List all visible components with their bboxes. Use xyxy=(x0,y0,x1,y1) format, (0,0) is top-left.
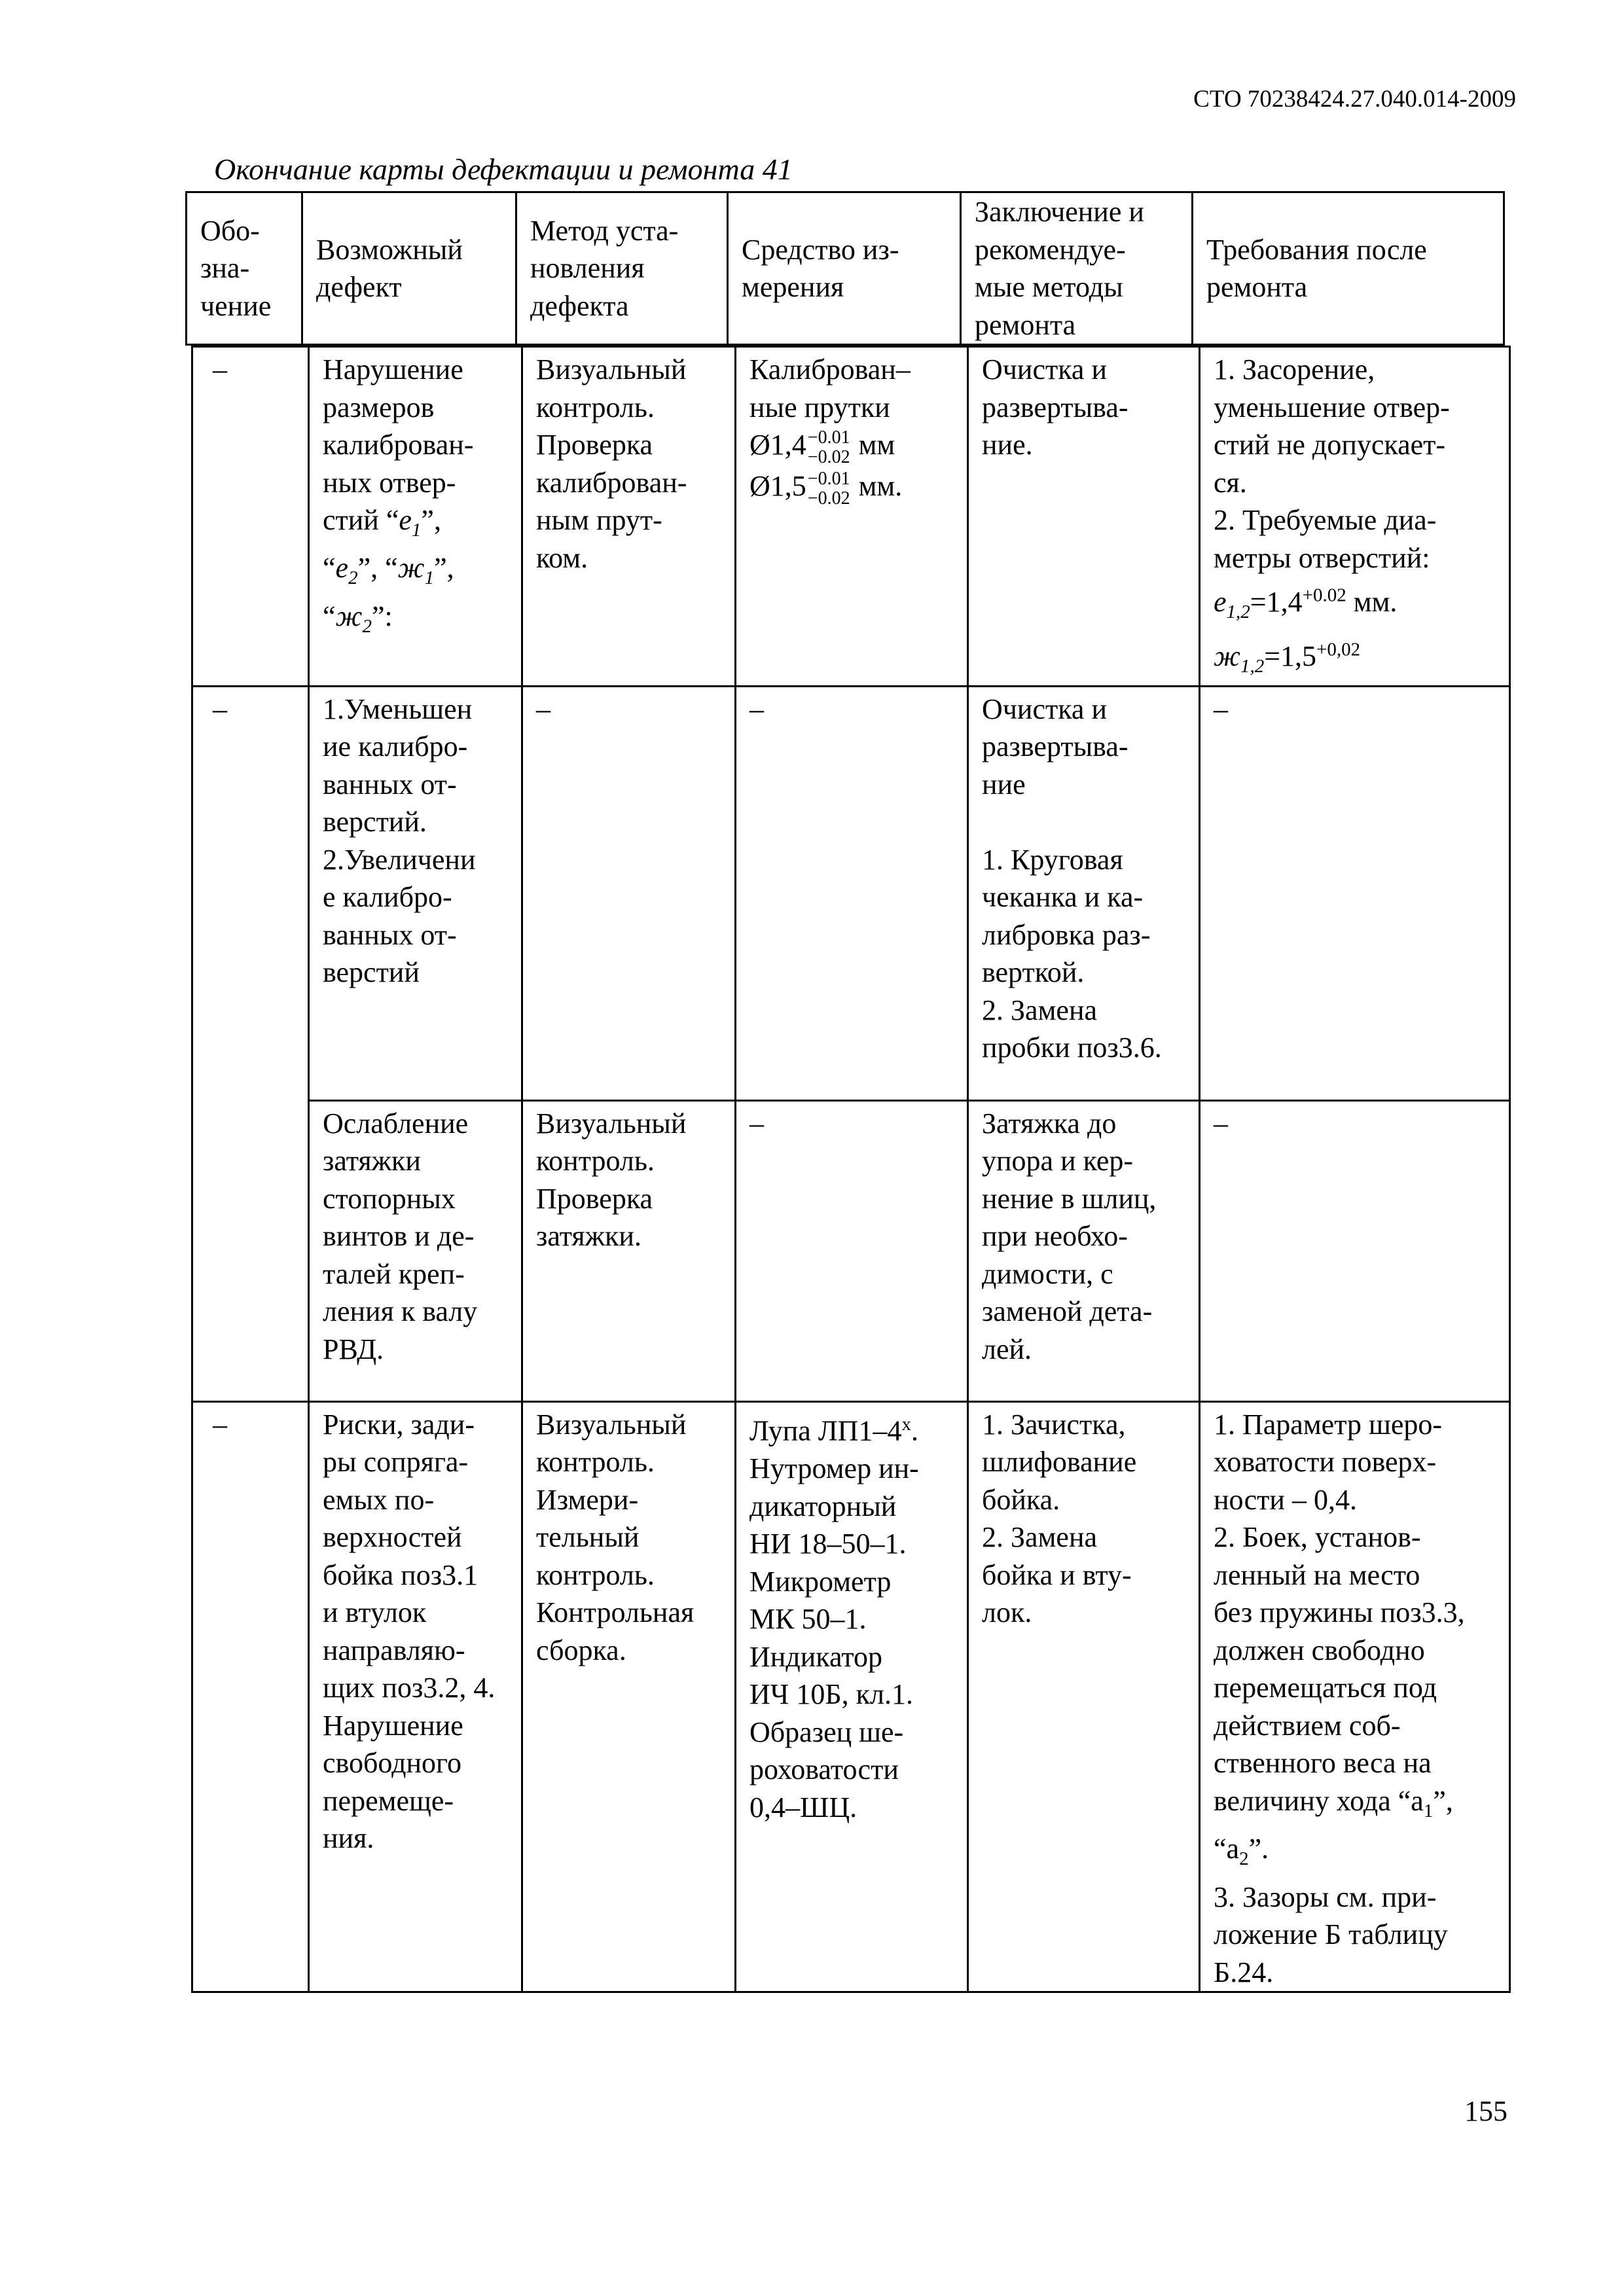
symbol-a2-index: 2 xyxy=(1239,1848,1249,1869)
cell-repair: Очистка и развертыва- ние. xyxy=(968,347,1200,687)
document-code: СТО 70238424.27.040.014-2009 xyxy=(1193,86,1516,113)
page-number: 155 xyxy=(1464,2095,1507,2127)
cell-repair: Очистка и развертыва- ние 1. Круговая чеканка и ка- либровка раз- верткой. 2. Замена пробки поз3.6. xyxy=(968,686,1200,1100)
tolerance: −0.01 −0.02 xyxy=(807,427,850,467)
col-header-designation: Обо- зна- чение xyxy=(187,192,302,345)
cell-requirements xyxy=(1200,1401,1510,1992)
requirement-e-diameter: $е_{1,2}=1,4^{+0.02}$ мм. xyxy=(1214,584,1398,622)
cell-repair: 1. Зачистка, шлифование бойка. 2. Замена бойка и вту- лок. xyxy=(968,1401,1200,1992)
defect-text: Нарушение размеров калиброван- ных отвер- стий “ xyxy=(323,353,474,536)
defect-separator: ”, “ xyxy=(357,552,398,584)
cell-designation xyxy=(192,1100,309,1401)
tool-diameter-2: Ø1,5 −0.01 −0.02 мм. xyxy=(749,468,903,509)
col-header-method: Метод уста- новления дефекта xyxy=(516,192,728,345)
table-body xyxy=(191,346,1511,1993)
requirement-zh-diameter: $ж_{1,2}=1,5^{+0,02}$ xyxy=(1214,638,1361,677)
symbol-zh1-index: 1 xyxy=(424,567,435,589)
cell-method: Визуальный контроль. Проверка затяжки. xyxy=(522,1100,736,1401)
cell-requirements xyxy=(1200,347,1510,687)
cell-defect: 1.Уменьшен ие калибро- ванных от- верстий. 2.Увеличени е калибро- ванных от- верстий xyxy=(309,686,522,1100)
table-caption: Окончание карты дефектации и ремонта 41 xyxy=(214,152,793,186)
col-header-repair: Заключение и рекомендуе- мые методы ремонта xyxy=(961,192,1193,345)
cell-tool xyxy=(736,1401,968,1992)
tool-text: Калиброван– ные прутки xyxy=(749,353,911,423)
table-row xyxy=(192,1100,1510,1401)
cell-designation: – xyxy=(192,1401,309,1992)
header-row xyxy=(187,192,1504,345)
symbol-zh2-index: 2 xyxy=(362,615,372,637)
cell-defect: Ослабление затяжки стопорных винтов и де- талей креп- ления к валу РВД. xyxy=(309,1100,522,1401)
col-header-tool: Средство из- мерения xyxy=(728,192,961,345)
cell-designation: – xyxy=(192,686,309,1100)
symbol-e1: е xyxy=(399,504,412,536)
symbol-zh1: ж xyxy=(397,552,425,584)
cell-requirements: – xyxy=(1200,1100,1510,1401)
table-header xyxy=(185,191,1505,346)
cell-repair: Затяжка до упора и кер- нение в шлиц, при необхо- димости, с заменой дета- лей. xyxy=(968,1100,1200,1401)
cell-tool: – xyxy=(736,1100,968,1401)
cell-requirements: – xyxy=(1200,686,1510,1100)
cell-designation: – xyxy=(192,347,309,687)
defect-separator: ”, “ xyxy=(323,552,454,632)
symbol-e2-index: 2 xyxy=(348,567,358,589)
requirements-text-end: ”. 3. Зазоры см. при- ложение Б таблицу Б.24. xyxy=(1214,1833,1448,1988)
defect-separator: ”, “ xyxy=(323,504,441,584)
symbol-e2: е xyxy=(335,552,349,584)
cell-defect xyxy=(309,347,522,687)
symbol-a1-index: 1 xyxy=(1423,1800,1434,1821)
defect-text-end: ”: xyxy=(371,600,393,632)
table-row xyxy=(192,686,1510,1100)
cell-tool xyxy=(736,347,968,687)
requirements-separator: ”, “а xyxy=(1214,1784,1453,1865)
cell-tool: – xyxy=(736,686,968,1100)
cell-method: Визуальный контроль. Измери- тельный контроль. Контрольная сборка. xyxy=(522,1401,736,1992)
requirements-text: 1. Засорение, уменьшение отвер- стий не допускает- ся. 2. Требуемые диа- метры отверстий: xyxy=(1214,353,1450,574)
tool-magnifier-power: х xyxy=(901,1413,911,1435)
cell-method: – xyxy=(522,686,736,1100)
tool-text: . Нутромер ин- дикаторный НИ 18–50–1. Микрометр МК 50–1. Индикатор ИЧ 10Б, кл.1. Образец ше- роховатости 0,4–ШЦ. xyxy=(749,1414,919,1823)
col-header-defect: Возможный дефект xyxy=(302,192,516,345)
table-row xyxy=(192,347,1510,687)
table-row xyxy=(192,1401,1510,1992)
tool-magnifier: Лупа ЛП1–4 xyxy=(749,1414,902,1447)
col-header-requirements: Требования после ремонта xyxy=(1193,192,1504,345)
requirements-text: 1. Параметр шеро- ховатости поверх- ности – 0,4. 2. Боек, установ- ленный на место без пружины поз3.3, должен свободно перемещаться под действием соб- ственного веса на величину хода “а xyxy=(1214,1408,1465,1817)
cell-method: Визуальный контроль. Проверка калиброван- ным прут- ком. xyxy=(522,347,736,687)
cell-defect: Риски, зади- ры сопряга- емых по- верхностей бойка поз3.1 и втулок направляю- щих поз3.2, 4. Нарушение свободного перемеще- ния. xyxy=(309,1401,522,1992)
symbol-e1-index: 1 xyxy=(411,519,422,541)
tolerance: −0.01 −0.02 xyxy=(807,468,850,509)
symbol-zh2: ж xyxy=(335,600,363,632)
tool-diameter-1: Ø1,4 −0.01 −0.02 мм xyxy=(749,427,895,467)
